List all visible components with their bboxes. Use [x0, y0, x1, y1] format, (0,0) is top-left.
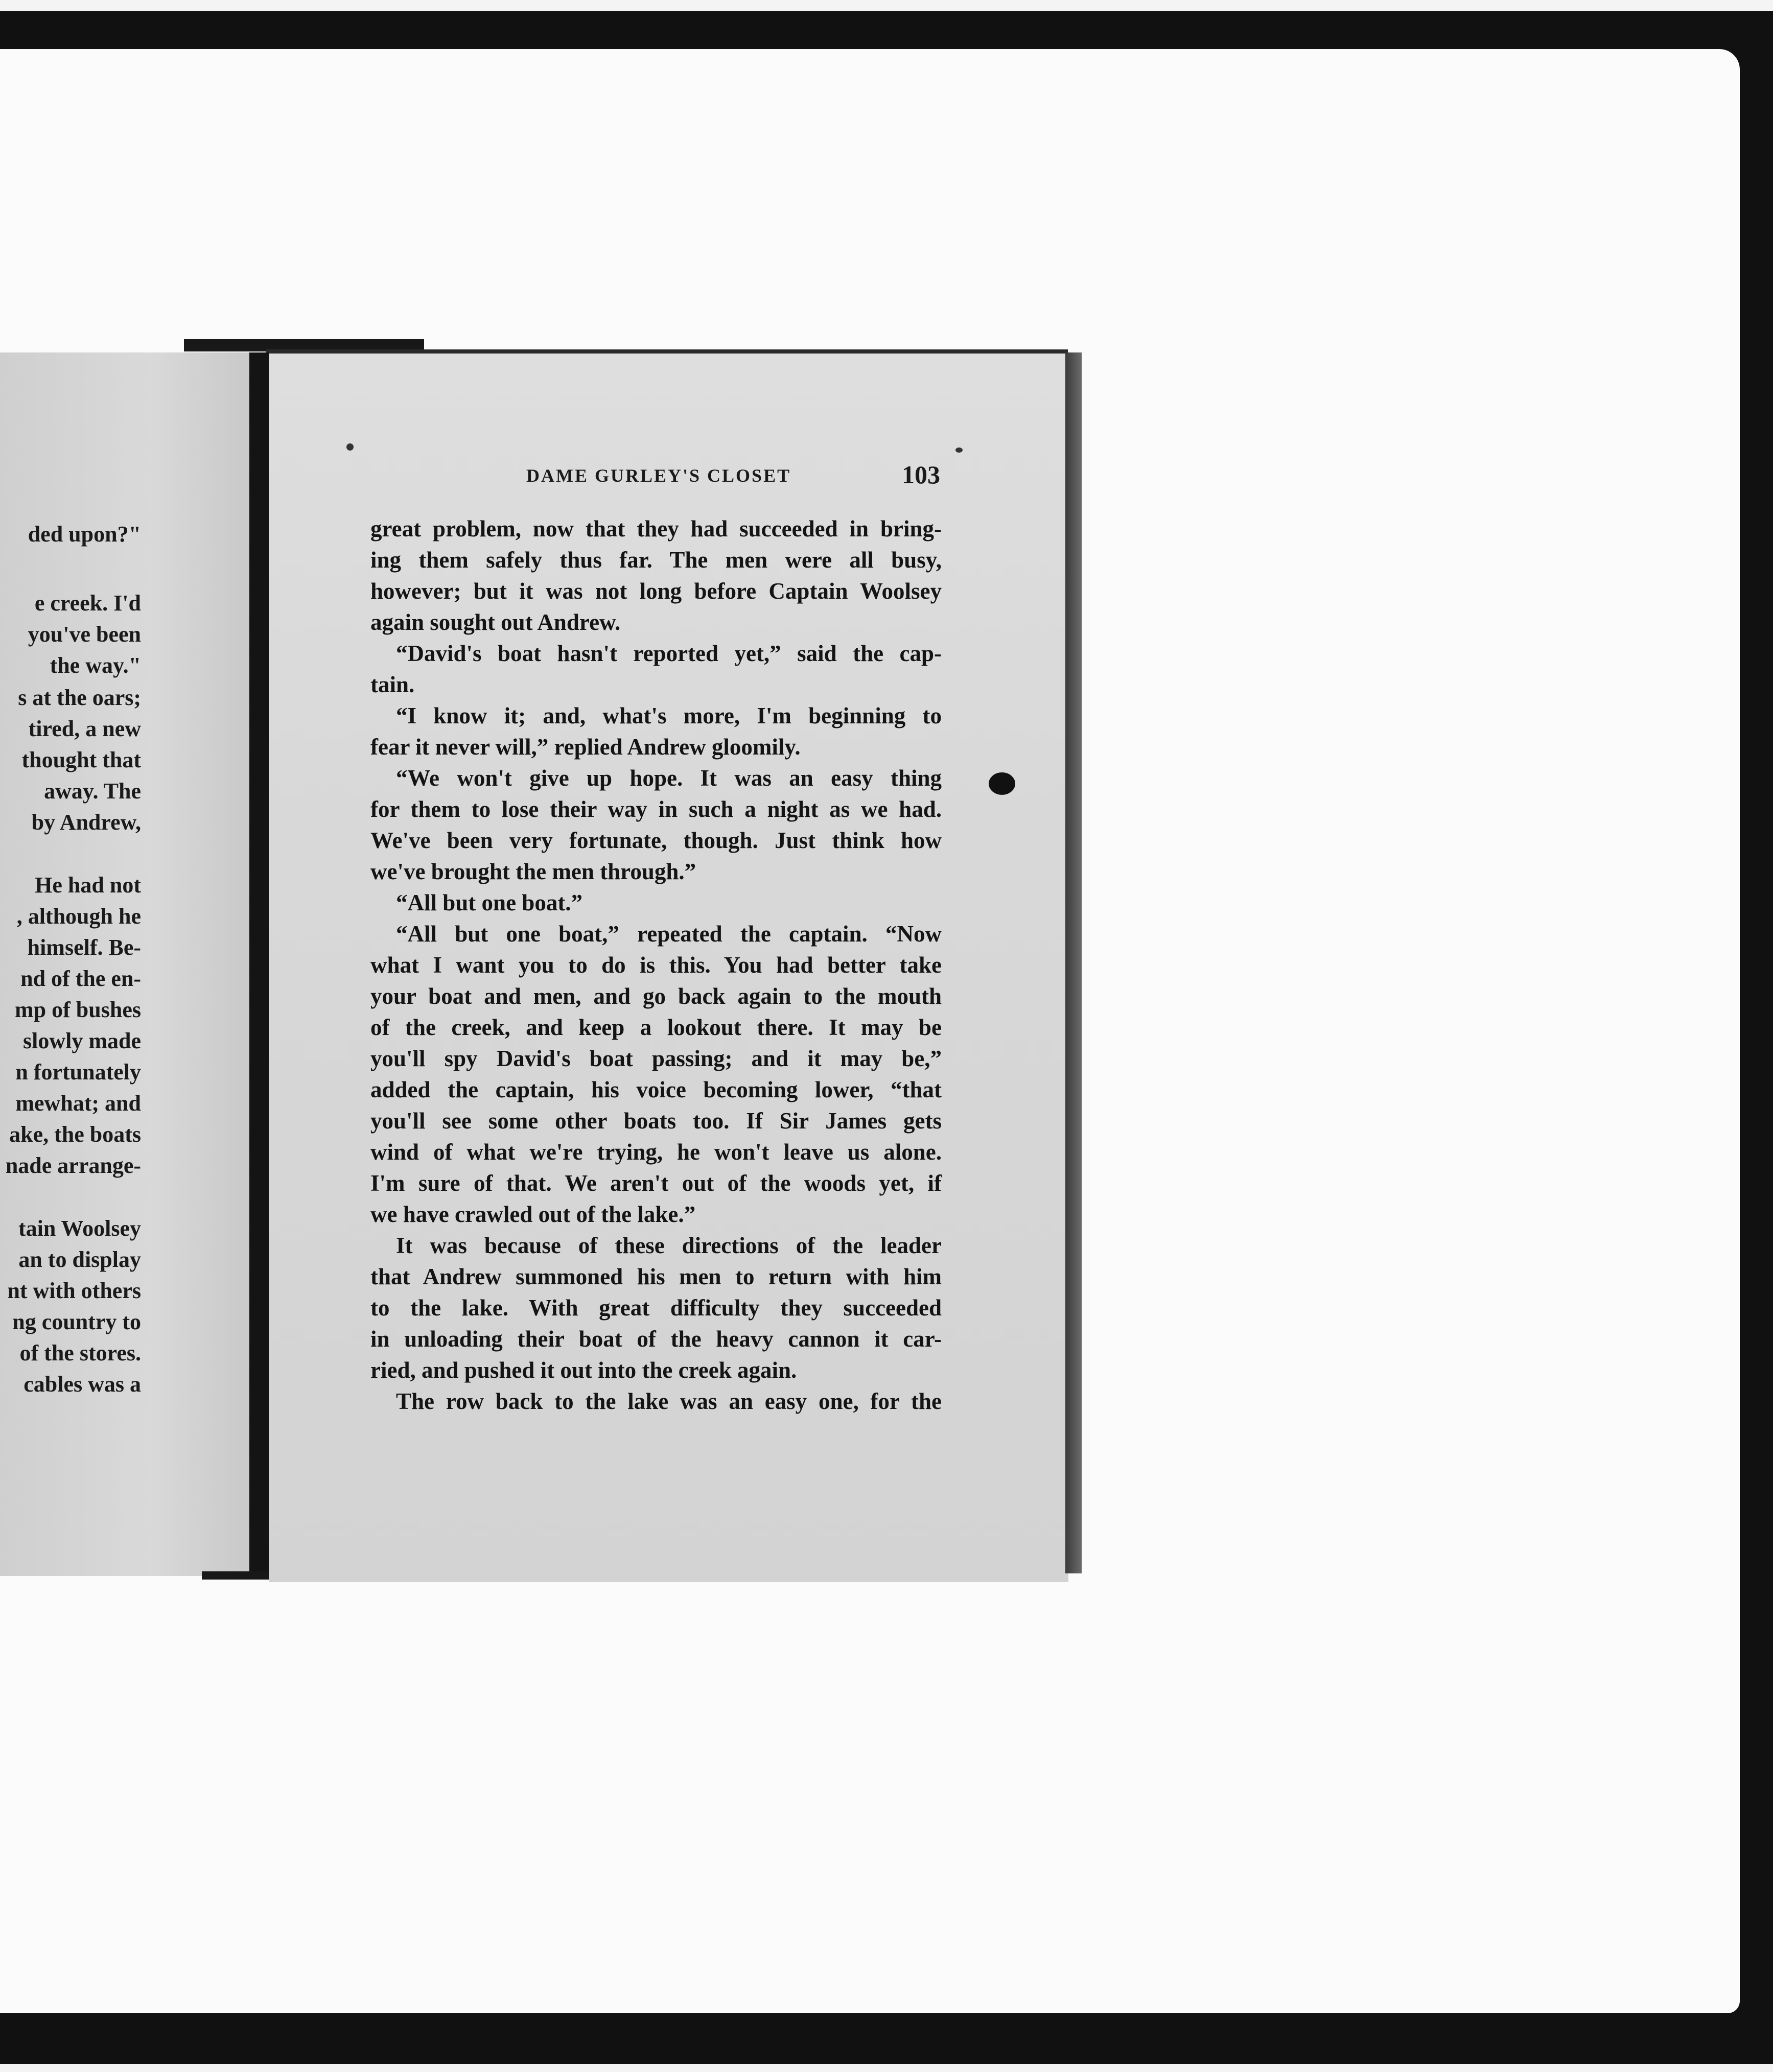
right-page-line: “All but one boat,” repeated the captain. “Now: [396, 921, 942, 947]
right-page-line: we have crawled out of the lake.”: [370, 1202, 696, 1227]
left-page-line: slowly made: [23, 1028, 141, 1053]
page-right-edge: [1065, 352, 1082, 1573]
left-page-line: the way.": [50, 653, 141, 678]
right-page-line: that Andrew summoned his men to return with him: [370, 1264, 942, 1289]
left-page-line: nade arrange-: [5, 1153, 141, 1178]
left-page-line: nd of the en-: [20, 966, 141, 991]
left-page-line: cables was a: [24, 1372, 141, 1397]
page-number: 103: [902, 460, 940, 489]
right-page-line: “David's boat hasn't reported yet,” said the cap-: [396, 641, 942, 666]
right-page-line: “All but one boat.”: [396, 890, 583, 915]
right-page-line: added the captain, his voice becoming lower, “that: [370, 1077, 942, 1102]
left-page-line: s at the oars;: [18, 685, 141, 710]
right-page-line: however; but it was not long before Captain Woolsey: [370, 578, 942, 604]
left-page-line: you've been: [28, 622, 141, 647]
film-border-bottom: [0, 2064, 1773, 2072]
running-head: DAME GURLEY'S CLOSET: [526, 465, 791, 486]
right-page-line: It was because of these directions of the leader: [396, 1233, 942, 1258]
right-page-line: we've brought the men through.”: [370, 859, 696, 884]
right-page-line: ing them safely thus far. The men were all busy,: [370, 547, 942, 573]
right-page-line: of the creek, and keep a lookout there. It may be: [370, 1015, 942, 1040]
right-page-line: again sought out Andrew.: [370, 609, 621, 635]
right-page-line: wind of what we're trying, he won't leave us alone.: [370, 1139, 942, 1165]
left-page: [0, 352, 250, 1576]
left-page-line: of the stores.: [19, 1340, 141, 1365]
ink-blot: [989, 772, 1015, 795]
left-page-line: nt with others: [7, 1278, 141, 1303]
right-page-line: The row back to the lake was an easy one, for the: [396, 1388, 942, 1414]
left-page-line: ng country to: [12, 1309, 141, 1334]
left-page-line: himself. Be-: [27, 935, 141, 960]
left-page-line: n fortunately: [15, 1059, 141, 1085]
right-page-line: to the lake. With great difficulty they succeeded: [370, 1295, 942, 1321]
right-page-line: in unloading their boat of the heavy cannon it car-: [370, 1326, 942, 1352]
left-page-line: e creek. I'd: [34, 591, 141, 616]
book-spine: [249, 352, 269, 1573]
right-page-line: fear it never will,” replied Andrew gloomily.: [370, 734, 801, 760]
right-page-line: you'll spy David's boat passing; and it may be,”: [370, 1046, 942, 1071]
right-page-line: great problem, now that they had succeeded in bring-: [370, 516, 942, 541]
ink-speck: [955, 448, 963, 453]
right-page-text: [370, 513, 942, 1417]
right-page-line: tain.: [370, 672, 415, 697]
right-page-line: We've been very fortunate, though. Just think how: [370, 828, 942, 853]
left-page-line: tain Woolsey: [18, 1216, 141, 1241]
left-page-line: an to display: [18, 1247, 141, 1272]
right-page-line: you'll see some other boats too. If Sir James gets: [370, 1108, 942, 1134]
right-page-line: “I know it; and, what's more, I'm beginning to: [396, 703, 942, 728]
left-page-line: ded upon?": [28, 522, 141, 547]
left-page-line: thought that: [21, 747, 141, 772]
left-page-line: by Andrew,: [31, 810, 141, 835]
right-page-line: what I want you to do is this. You had better take: [370, 952, 942, 978]
ink-speck: [346, 443, 354, 451]
left-page-line: mp of bushes: [15, 997, 141, 1022]
left-page-line: tired, a new: [28, 716, 141, 741]
left-page-line: He had not: [35, 873, 141, 898]
left-page-line: , although he: [16, 904, 141, 929]
right-page-line: for them to lose their way in such a night as we had.: [370, 796, 942, 822]
left-page-line: ake, the boats: [9, 1122, 141, 1147]
right-page-line: your boat and men, and go back again to the mouth: [370, 983, 942, 1009]
right-page-line: “We won't give up hope. It was an easy thing: [396, 765, 942, 791]
left-page-line: mewhat; and: [15, 1091, 141, 1116]
right-page-line: ried, and pushed it out into the creek again.: [370, 1357, 797, 1383]
film-border-top: [0, 0, 1773, 11]
right-page-line: I'm sure of that. We aren't out of the woods yet, if: [370, 1170, 942, 1196]
left-page-line: away. The: [44, 779, 141, 804]
